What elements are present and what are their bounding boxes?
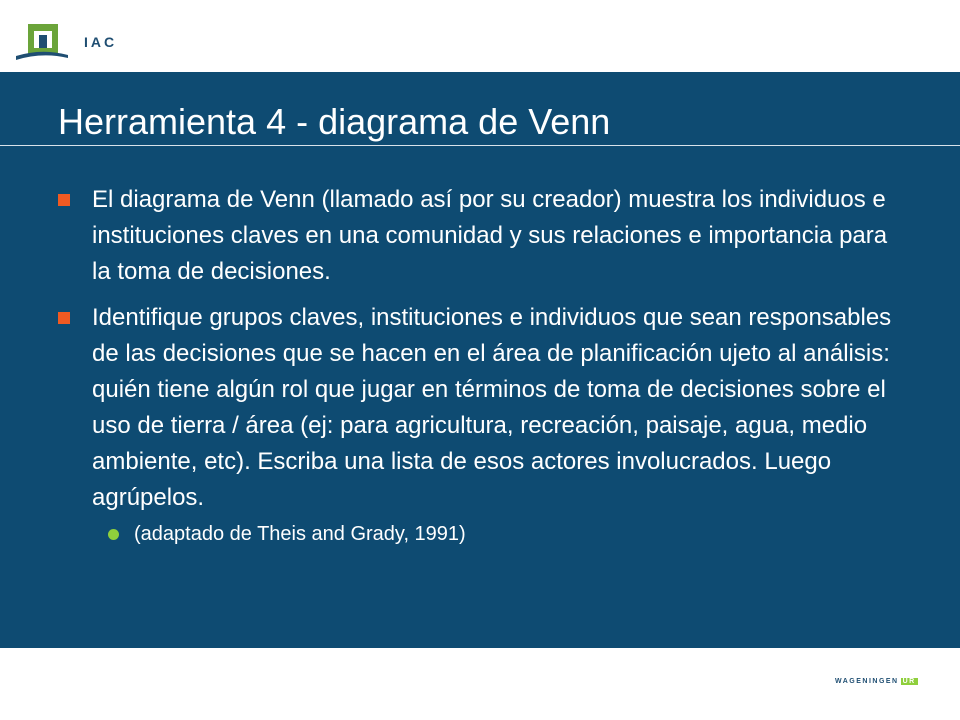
- iac-logo-icon: [14, 24, 70, 62]
- circle-bullet-icon: [108, 529, 119, 540]
- iac-logo: [14, 24, 134, 66]
- slide-content: [0, 72, 960, 648]
- sub-bullet-text: (adaptado de Theis and Grady, 1991): [134, 523, 466, 545]
- bullet-text-1: El diagrama de Venn (llamado así por su creador) muestra los individuos e instituciones claves en una comunidad y sus relaciones e importancia para la toma de decisiones.: [92, 186, 888, 285]
- square-bullet-icon: [58, 194, 70, 206]
- bullet-list: [58, 182, 908, 548]
- bullet-text-2: Identifique grupos claves, instituciones e individuos que sean responsables de las decisiones que se hacen en el área de planificación ujeto al análisis: quién tiene algún rol que jugar en términos de toma de decisiones sobre el uso de tierra / área (ej: para agricultura, recreación, paisaje, agua, medio ambiente, etc). Escriba una lista de esos actores involucrados. Luego agrúpelos.: [92, 304, 892, 511]
- wageningen-ur-logo: [835, 678, 935, 692]
- square-bullet-icon: [58, 312, 70, 324]
- bullet-item-2: [58, 300, 908, 516]
- slide-title: Herramienta 4 - diagrama de Venn: [58, 101, 611, 142]
- logo-text: IAC: [84, 34, 118, 50]
- title-divider: [0, 145, 960, 146]
- brand-suffix: UR: [902, 678, 916, 685]
- sub-bullet-item: [58, 520, 908, 548]
- brand-text: WAGENINGEN: [835, 678, 899, 685]
- bullet-item-1: [58, 182, 908, 290]
